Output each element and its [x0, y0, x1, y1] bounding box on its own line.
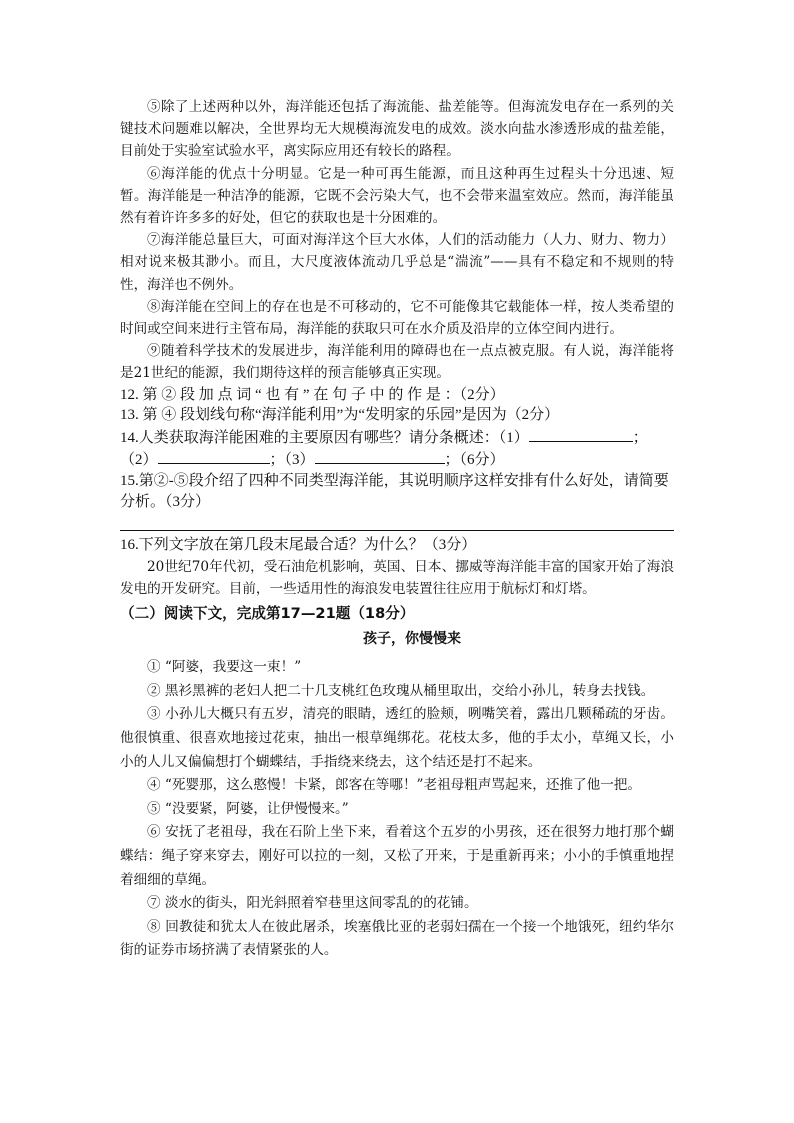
question-16-passage: 20世纪70年代初，受石油危机影响，英国、日本、挪威等海洋能丰富的国家开始了海浪发电的开发研究。目前，一些适用性的海浪发电装置往往应用于航标灯和灯塔。 — [120, 558, 674, 597]
paragraph-8: ⑧海洋能在空间上的存在也是不可移动的，它不可能像其它载能体一样，按人类希望的时间或空间来进行主管布局，海洋能的获取只可在水介质及沿岸的立体空间内进行。 — [120, 298, 674, 338]
story-paragraph-1: ① “阿婆，我要这一束！” — [147, 659, 302, 676]
question-14-line-1 — [120, 426, 674, 449]
question-14-line-2 — [120, 448, 674, 471]
question-12: 12. 第 ② 段 加 点 词 “ 也 有 ” 在 句 子 中 的 作 是 ：（2分） — [120, 386, 505, 403]
story-paragraph-4: ④ “死婴那，这么憨慢！卡紧，郎客在等哪！”老祖母粗声骂起来，还推了他一把。 — [147, 777, 641, 794]
content-column — [120, 96, 674, 963]
story-title: 孩子，你慢慢来 — [363, 631, 461, 648]
paragraph-5: ⑤除了上述两种以外，海洋能还包括了海流能、盐差能等。但海流发电存在一系列的关键技术问题难以解决，全世界均无大规模海流发电的成效。淡水向盐水渗透形成的盐差能，目前处于实验室试验水平，离实际应用还有较长的路程。 — [120, 99, 674, 160]
paragraph-7: ⑦海洋能总量巨大，可面对海洋这个巨大水体，人们的活动能力（人力、财力、物力）相对说来极其渺小。而且，大尺度液体流动几乎总是“湍流”——具有不稳定和不规则的特性，海洋也不例外。 — [120, 232, 674, 293]
story-paragraph-3: ③ 小孙儿大概只有五岁，清亮的眼睛，透红的脸颊，咧嘴笑着，露出几颗稀疏的牙齿。他很慎重、很喜欢地接过花束，抽出一根草绳绑花。花枝太多，他的手太小，草绳又长，小小的人儿又偏偏想打个蝴蝶结，手指绕来绕去，这个结还是打不起来。 — [120, 706, 674, 770]
question-15: 15.第②-⑤段介绍了四种不同类型海洋能，其说明顺序这样安排有什么好处，请简要分析。（3分） — [120, 473, 669, 510]
story-paragraph-6: ⑥ 安抚了老祖母，我在石阶上坐下来，看着这个五岁的小男孩，还在很努力地打那个蝴蝶结：绳子穿来穿去，刚好可以拉的一刻，又松了开来，于是重新再来；小小的手慎重地捏着细细的草绳。 — [120, 824, 674, 888]
answer-blank-14-1[interactable] — [529, 426, 633, 442]
story-paragraph-8: ⑧ 回教徒和犹太人在彼此屠杀，埃塞俄比亚的老弱妇孺在一个接一个地饿死，纽约华尔街的证券市场挤满了表情紧张的人。 — [120, 918, 674, 959]
answer-blank-14-2[interactable] — [158, 448, 270, 464]
section-2-heading: （二）阅读下文，完成第17—21题（18分） — [120, 605, 415, 623]
question-14-prompt: 14.人类获取海洋能困难的主要原因有哪些？请分条概述：（1） — [120, 429, 529, 446]
paragraph-6: ⑥海洋能的优点十分明显。它是一种可再生能源，而且这种再生过程头十分迅速、短暂。海洋能是一种洁净的能源，它既不会污染大气，也不会带来温室效应。然而，海洋能虽然有着许许多多的好处，但它的获取也是十分困难的。 — [120, 165, 674, 227]
question-14-label-2: （2） — [120, 452, 158, 469]
question-14-score: ；（6分） — [444, 452, 505, 469]
question-14-sep: ； — [632, 429, 648, 446]
paragraph-9: ⑨随着科学技术的发展进步，海洋能利用的障碍也在一点点被克服。有人说，海洋能将是21世纪的能源，我们期待这样的预言能够真正实现。 — [120, 343, 674, 382]
question-13: 13. 第 ④ 段划线句称“海洋能利用”为“发明家的乐园”是因为（2分） — [120, 407, 560, 424]
story-paragraph-7: ⑦ 淡水的街头，阳光斜照着窄巷里这间零乱的的花铺。 — [147, 895, 478, 912]
answer-line-15[interactable] — [120, 512, 674, 531]
question-16: 16.下列文字放在第几段末尾最合适？为什么？（3分） — [120, 537, 477, 554]
answer-blank-14-3[interactable] — [315, 448, 445, 464]
story-paragraph-5: ⑤ “没要紧，阿婆，让伊慢慢来。” — [147, 800, 349, 817]
question-14-label-3: ；（3） — [269, 452, 315, 469]
story-paragraph-2: ② 黑衫黑裤的老妇人把二十几支桃红色玫瑰从桶里取出，交给小孙儿，转身去找钱。 — [147, 682, 655, 699]
